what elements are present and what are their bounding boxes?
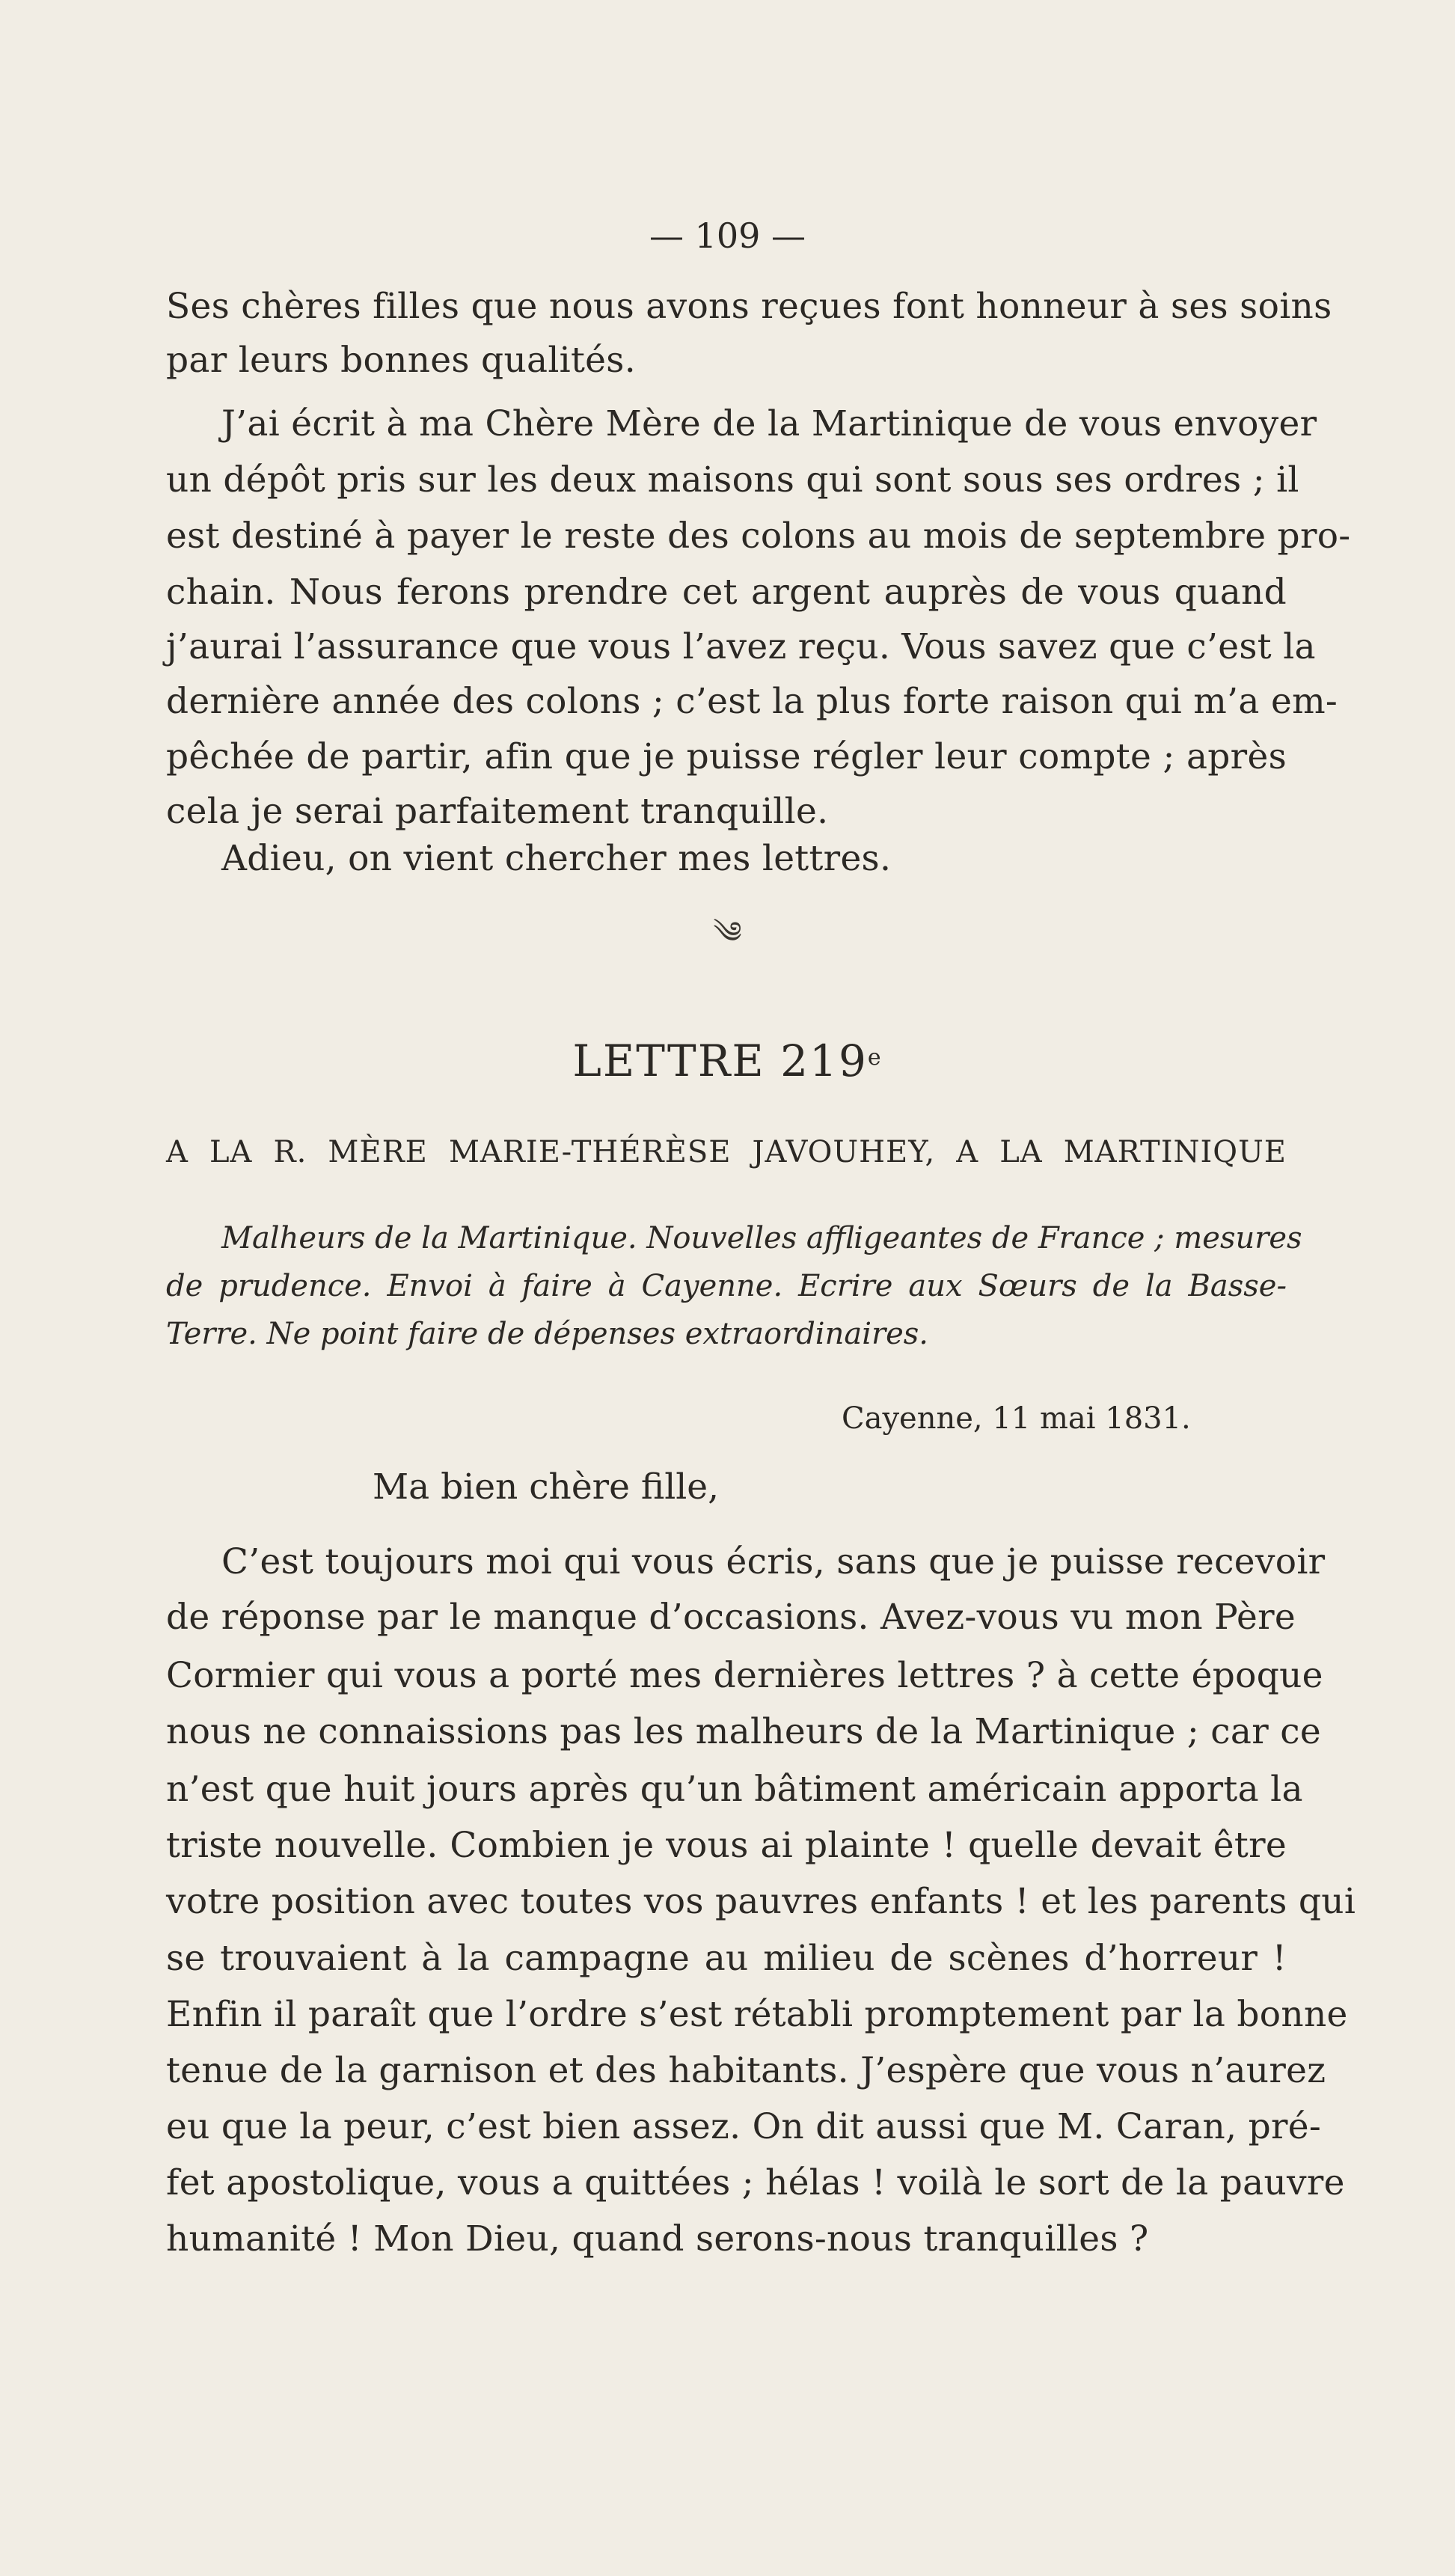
- letter-summary-line: Terre. Ne point faire de dépenses extraordinaires.: [166, 1317, 929, 1351]
- letter-addressee: A LA R. MÈRE MARIE-THÉRÈSE JAVOUHEY, A LA MARTINIQUE: [166, 1135, 1287, 1169]
- body-line: Enfin il paraît que l’ordre s’est rétabli promptement par la bonne: [166, 1994, 1348, 2035]
- letter-dateline: Cayenne, 11 mai 1831.: [842, 1401, 1191, 1436]
- body-line: C’est toujours moi qui vous écris, sans que je puisse recevoir: [221, 1541, 1326, 1582]
- text-line: un dépôt pris sur les deux maisons qui sont sous ses ordres ; il: [166, 459, 1299, 501]
- letter-title-text: LETTRE 219: [572, 1035, 868, 1086]
- body-line: triste nouvelle. Combien je vous ai plainte ! quelle devait être: [166, 1825, 1287, 1866]
- text-line: par leurs bonnes qualités.: [166, 340, 636, 381]
- text-line: cela je serai parfaitement tranquille.: [166, 791, 829, 832]
- ornament-fleuron-icon: ༄: [713, 916, 742, 950]
- body-line: eu que la peur, c’est bien assez. On dit aussi que M. Caran, pré-: [166, 2106, 1322, 2147]
- page-number: — 109 —: [649, 215, 806, 256]
- letter-summary-line: de prudence. Envoi à faire à Cayenne. Ecrire aux Sœurs de la Basse-: [166, 1269, 1287, 1303]
- text-line: est destiné à payer le reste des colons au mois de septembre pro-: [166, 515, 1351, 557]
- text-line: J’ai écrit à ma Chère Mère de la Martinique de vous envoyer: [221, 403, 1317, 444]
- letter-title: [0, 1035, 1455, 1087]
- letter-salutation: Ma bien chère fille,: [373, 1466, 720, 1508]
- letter-title-suffix: e: [867, 1044, 883, 1071]
- body-line: nous ne connaissions pas les malheurs de la Martinique ; car ce: [166, 1711, 1321, 1752]
- body-line: votre position avec toutes vos pauvres enfants ! et les parents qui: [166, 1881, 1356, 1922]
- body-line: tenue de la garnison et des habitants. J’espère que vous n’aurez: [166, 2050, 1326, 2091]
- body-line: humanité ! Mon Dieu, quand serons-nous tranquilles ?: [166, 2218, 1149, 2260]
- text-line: Adieu, on vient chercher mes lettres.: [221, 838, 892, 879]
- text-line: pêchée de partir, afin que je puisse régler leur compte ; après: [166, 736, 1287, 777]
- letter-summary-line: Malheurs de la Martinique. Nouvelles affligeantes de France ; mesures: [221, 1221, 1302, 1255]
- body-line: n’est que huit jours après qu’un bâtiment américain apporta la: [166, 1769, 1303, 1810]
- body-line: de réponse par le manque d’occasions. Avez-vous vu mon Père: [166, 1597, 1296, 1638]
- body-line: Cormier qui vous a porté mes dernières lettres ? à cette époque: [166, 1655, 1323, 1696]
- text-line: Ses chères filles que nous avons reçues font honneur à ses soins: [166, 286, 1332, 327]
- text-line: chain. Nous ferons prendre cet argent auprès de vous quand: [166, 572, 1287, 613]
- text-line: j’aurai l’assurance que vous l’avez reçu. Vous savez que c’est la: [166, 626, 1316, 667]
- body-line: fet apostolique, vous a quittées ; hélas ! voilà le sort de la pauvre: [166, 2162, 1345, 2203]
- body-line: se trouvaient à la campagne au milieu de scènes d’horreur !: [166, 1938, 1287, 1979]
- text-line: dernière année des colons ; c’est la plus forte raison qui m’a em-: [166, 681, 1338, 722]
